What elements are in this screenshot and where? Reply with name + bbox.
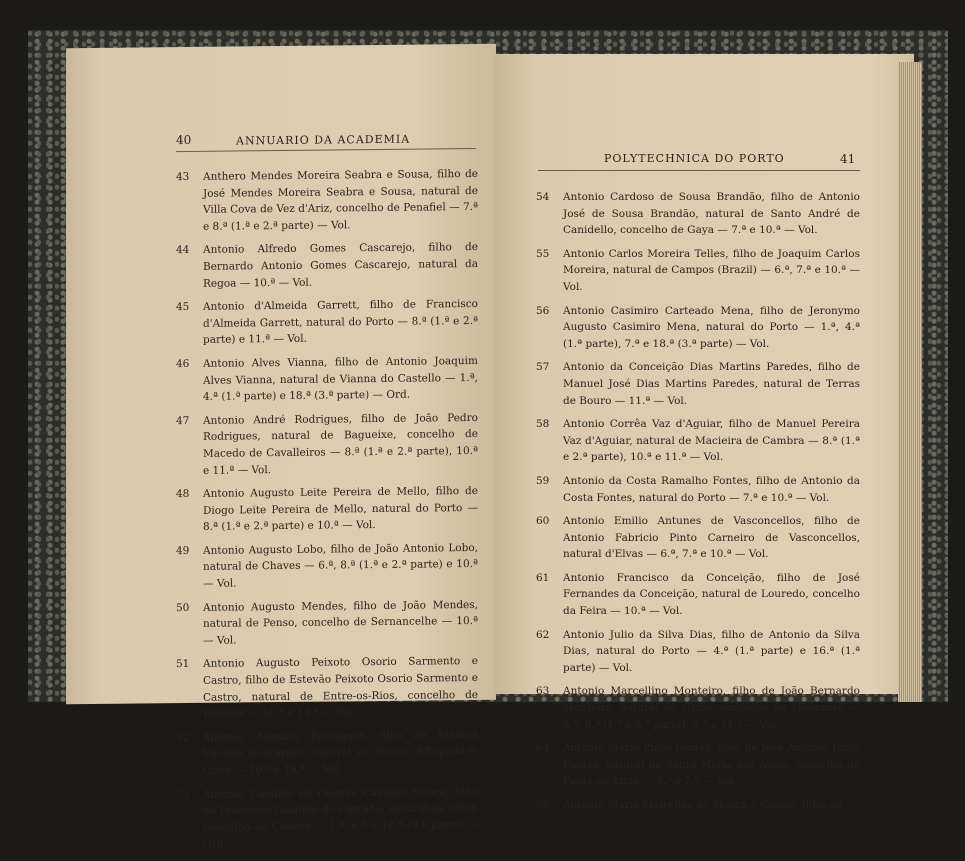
entry-number: 60 <box>536 515 550 528</box>
entry-item <box>536 797 860 814</box>
entry-item <box>536 359 860 409</box>
entry-number: 55 <box>536 247 550 260</box>
left-header-text: ANNUARIO DA ACADEMIA <box>236 132 411 148</box>
entry-text: Antonio Cardoso de Sousa Brandão, filho de Antonio José de Sousa Brandão, natural de Santo André de Canidello, concelho de Gaya — 7.ª e 10.ª — Vol. <box>563 191 860 237</box>
open-book <box>28 30 948 851</box>
entry-item <box>176 166 478 236</box>
entry-item <box>536 189 860 239</box>
entry-number: 65 <box>536 799 550 811</box>
entry-item <box>176 239 478 292</box>
entry-number: 47 <box>176 414 190 427</box>
entry-item <box>176 483 478 536</box>
entry-number: 48 <box>176 488 190 501</box>
entry-text: Antonio da Costa Ramalho Fontes, filho de Antonio da Costa Fontes, natural do Porto — 7.ª e 10.ª — Vol. <box>563 474 860 504</box>
entry-number: 62 <box>536 628 550 641</box>
entry-text: Antonio Casimiro Carteado Mena, filho de Jeronymo Augusto Casimiro Mena, natural do Porto — 1.ª, 4.ª (1.ª parte), 7.ª e 18.ª (3.ª parte) — Vol. <box>563 304 860 350</box>
entry-text: Antonio da Conceição Dias Martins Paredes, filho de Manuel José Dias Martins Paredes, natural de Terras de Bouro — 11.ª — Vol. <box>563 361 860 407</box>
entry-number: 50 <box>176 601 190 614</box>
right-header-rule <box>538 170 860 171</box>
entry-number: 56 <box>536 304 550 317</box>
entry-item <box>176 784 478 854</box>
entry-item <box>176 296 478 349</box>
entry-item <box>536 246 860 296</box>
entry-text: Antonio Julio da Silva Dias, filho de Antonio da Silva Dias, natural do Porto — 4.ª (1.ª parte) e 16.ª (1.ª parte) — Vol. <box>563 628 860 674</box>
entry-number: 53 <box>176 788 190 801</box>
entry-number: 51 <box>176 658 190 671</box>
entry-text: Antonio Alves Vianna, filho de Antonio Joaquim Alves Vianna, natural de Vianna do Castello — 1.ª, 4.ª (1.ª parte) e 18.ª (3.ª parte) — Ord. <box>203 354 478 403</box>
entry-number: 52 <box>176 731 190 744</box>
right-header-text: POLYTECHNICA DO PORTO <box>604 152 785 165</box>
entry-text: Antonio Augusto Mendes, filho de João Mendes, natural de Penso, concelho de Sernancelhe — 10.ª — Vol. <box>203 598 478 647</box>
entry-text: Antonio Francisco da Conceição, filho de José Fernandes da Conceição, natural de Louredo, concelho da Feira — 10.ª — Vol. <box>563 571 860 618</box>
entry-item <box>176 653 478 723</box>
entry-text: Antonio André Rodrigues, filho de João Pedro Rodrigues, natural de Bagueixe, concelho de Macedo de Cavalleiros — 8.ª (1.ª e 2.ª parte), 10.ª e 11.ª — Vol. <box>203 411 478 477</box>
entry-number: 63 <box>536 685 550 698</box>
entry-item <box>536 740 860 790</box>
entry-number: 59 <box>536 474 550 487</box>
entry-item <box>536 683 860 733</box>
entry-text: Anthero Mendes Moreira Seabra e Sousa, filho de José Mendes Moreira Seabra e Sousa, natural de Villa Cova de Vez d'Ariz, concelho de Penafiel — 7.ª e 8.ª (1.ª e 2.ª parte) — Vol. <box>203 167 478 233</box>
left-page-number: 40 <box>176 132 192 148</box>
entry-item <box>536 303 860 353</box>
left-running-header <box>236 132 476 148</box>
page-block-edge <box>898 62 922 702</box>
right-page <box>494 54 914 811</box>
entry-number: 64 <box>536 742 550 755</box>
entry-text: Antonio Carlos Moreira Telles, filho de Joaquim Carlos Moreira, natural de Campos (Brazil) — 6.ª, 7.ª e 10.ª — Vol. <box>563 247 860 293</box>
entry-item <box>536 513 860 563</box>
left-entry-list <box>176 166 478 860</box>
entry-number: 44 <box>176 244 190 257</box>
entry-item <box>176 597 478 650</box>
entry-item <box>536 416 860 466</box>
entry-text: Antonio Marcellino Monteiro, filho de João Bernardo Monteiro, natural de Urros, concelho de Moncorvo — 2.ª, 8.ª (1.ª e 2.ª parte), 9.ª e 11.ª — Vol. <box>563 685 860 731</box>
right-entry-list <box>536 189 860 821</box>
entry-text: Antonio Emilio Antunes de Vasconcellos, filho de Antonio Fabricio Pinto Carneiro de Vasconcellos, natural d'Elvas — 6.ª, 7.ª e 10.ª — Vol. <box>563 515 860 561</box>
entry-number: 46 <box>176 357 190 371</box>
entry-item <box>536 627 860 677</box>
right-running-header <box>604 152 904 165</box>
entry-item <box>176 410 478 480</box>
entry-text: Antonio Alfredo Gomes Cascarejo, filho de Bernardo Antonio Gomes Cascarejo, natural da Regoa — 10.ª — Vol. <box>203 241 478 290</box>
entry-text: Antonio Maria Pinto Fontes, filho de José Antonio Pinto Fontes, natural de Santa Maria dos Anjos, concelho de Ponte de Lima — 6.ª e 7.ª — Vol. <box>563 742 860 788</box>
entry-item <box>176 540 478 593</box>
entry-text: Antonio Candido de Gouvêa Castilho Nobre, filho de Francisco Joaquim de Castilho, natural de Villar, concelho de Chaves — 1.ª, 6.ª e 18.ª (3.ª parte) — Ord. <box>203 785 478 851</box>
entry-text: Antonio Mario Meirelles de Moura e Castro, filho de <box>563 799 842 811</box>
entry-number: 45 <box>176 301 190 314</box>
right-page-number: 41 <box>840 152 856 166</box>
entry-item <box>176 727 478 780</box>
entry-number: 49 <box>176 544 190 557</box>
entry-item <box>536 570 860 620</box>
entry-text: Antonio d'Almeida Garrett, filho de Francisco d'Almeida Garrett, natural do Porto — 8.ª (1.ª e 2.ª parte) e 11.ª — Vol. <box>203 298 478 347</box>
entry-text: Antonio Augusto Leite Pereira de Mello, filho de Diogo Leite Pereira de Mello, natural do Porto — 8.ª (1.ª e 2.ª parte) e 10.ª — Vol. <box>203 485 478 534</box>
entry-item <box>536 473 860 506</box>
left-page <box>66 44 496 851</box>
entry-number: 58 <box>536 418 550 431</box>
left-header-rule <box>176 148 476 152</box>
entry-number: 57 <box>536 361 550 374</box>
entry-item <box>176 353 478 406</box>
entry-text: Antonio Augusto Peixoto Osorio Sarmento e Castro, filho de Estevão Peixoto Osorio Sarmento e Castro, natural de Entre-os-Rios, concelho de Penafiel — 10.ª e 11.ª — Vol. <box>203 655 478 721</box>
entry-number: 61 <box>536 571 550 584</box>
entry-text: Antonio Augusto Lobo, filho de João Antonio Lobo, natural de Chaves — 6.ª, 8.ª (1.ª e 2.ª parte) e 10.ª — Vol. <box>203 541 478 590</box>
entry-text: Antonio Augusto Rodrigues, filho de Manuel Vicente Rodrigues, natural de Freixo d'Espada-á-Cinta — 10.ª e 16.ª — Vol. <box>203 728 478 777</box>
entry-number: 54 <box>536 191 550 203</box>
entry-text: Antonio Corrêa Vaz d'Aguiar, filho de Manuel Pereira Vaz d'Aguiar, natural de Macieira de Cambra — 8.ª (1.ª e 2.ª parte), 10.ª e 11.ª — Vol. <box>563 418 860 464</box>
entry-number: 43 <box>176 170 190 184</box>
